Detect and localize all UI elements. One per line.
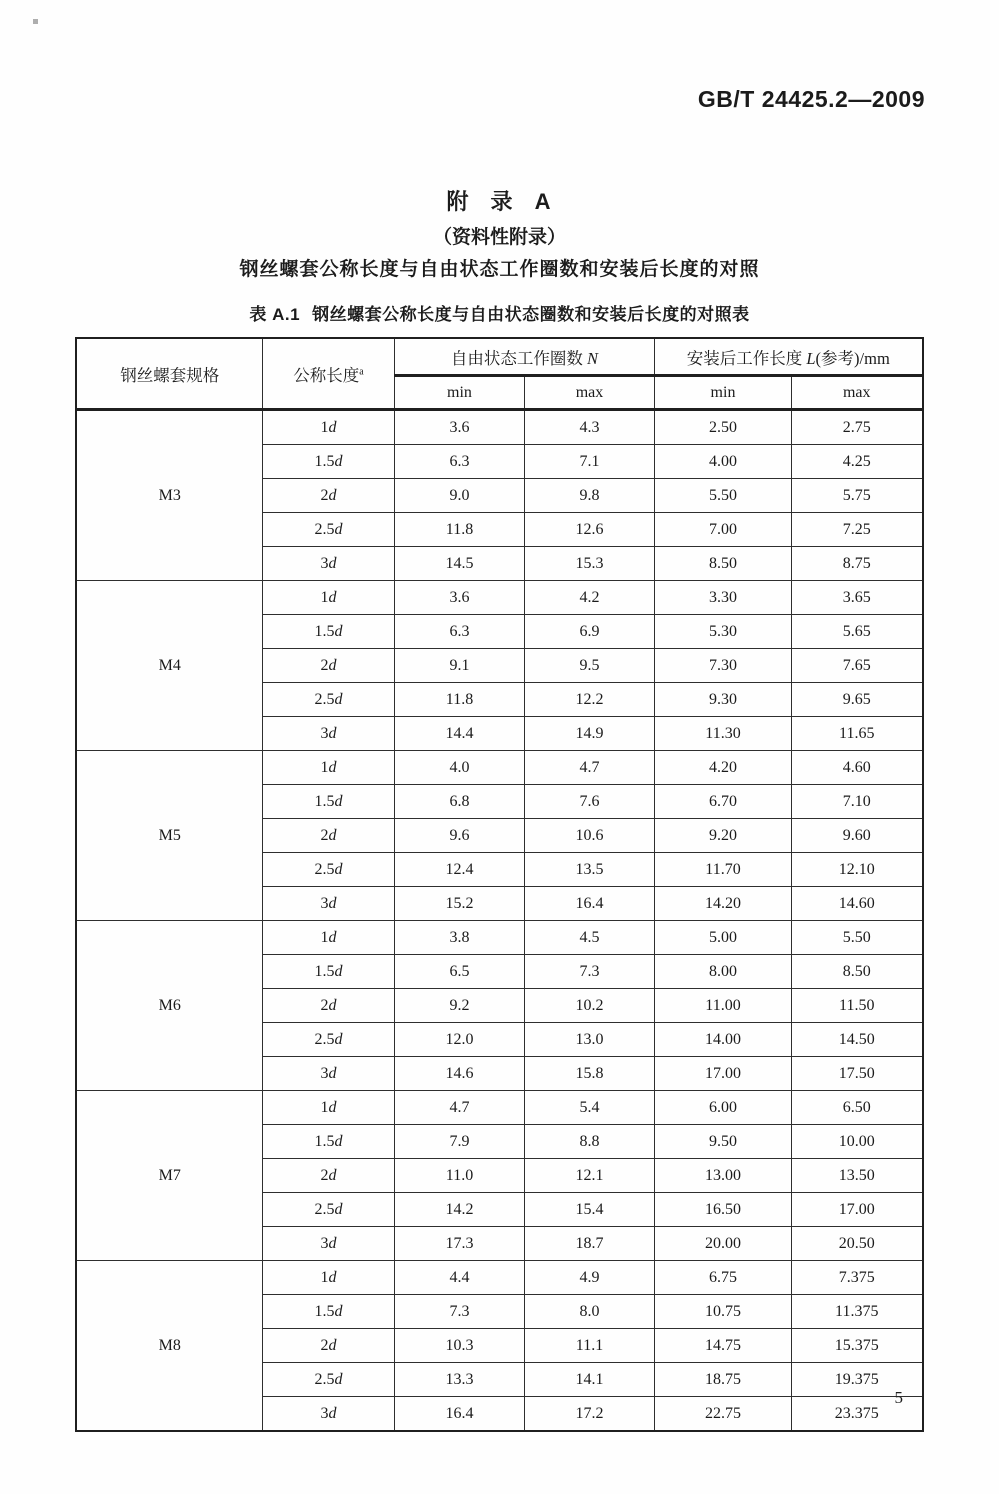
value-cell-l-min: 9.20 [655,819,792,853]
footnote-marker: a [359,366,364,377]
length-symbol: d [328,1268,337,1286]
nominal-length-cell: 2d [262,819,394,853]
length-symbol: d [334,520,343,538]
nominal-length-cell: 3d [262,717,394,751]
value-cell-n-max: 13.5 [524,853,654,887]
value-cell-l-max: 12.10 [792,853,923,887]
value-cell-l-min: 16.50 [655,1193,792,1227]
value-cell-n-max: 11.1 [524,1329,654,1363]
value-cell-l-max: 5.65 [792,615,923,649]
table-header-row-1 [76,338,922,376]
table-caption [0,300,999,325]
length-symbol: d [328,554,337,572]
value-cell-l-max: 14.50 [792,1023,923,1057]
value-cell-l-max: 8.50 [792,955,923,989]
value-cell-l-min: 11.00 [655,989,792,1023]
value-cell-n-max: 4.5 [524,921,654,955]
table-row [76,921,922,955]
spec-cell: M8 [76,1261,262,1432]
length-symbol: d [328,1336,337,1354]
value-cell-l-min: 5.30 [655,615,792,649]
spec-cell: M4 [76,581,262,751]
nominal-length-cell: 1d [262,1261,394,1295]
length-symbol: d [328,894,337,912]
column-header-nominal-length [262,338,394,410]
value-cell-n-max: 5.4 [524,1091,654,1125]
value-cell-n-max: 12.2 [524,683,654,717]
length-symbol: d [334,1200,343,1218]
nominal-length-cell: 2.5d [262,1193,394,1227]
document-number-text: GB/T 24425.2—2009 [697,86,925,112]
value-cell-l-min: 11.30 [655,717,792,751]
value-cell-l-max: 5.50 [792,921,923,955]
nominal-length-cell: 3d [262,547,394,581]
value-cell-n-min: 10.3 [394,1329,524,1363]
value-cell-n-min: 9.6 [394,819,524,853]
value-cell-n-min: 11.8 [394,683,524,717]
value-cell-n-min: 7.3 [394,1295,524,1329]
value-cell-l-min: 11.70 [655,853,792,887]
value-cell-n-min: 4.0 [394,751,524,785]
value-cell-l-max: 7.65 [792,649,923,683]
value-cell-n-max: 7.3 [524,955,654,989]
value-cell-n-max: 9.8 [524,479,654,513]
value-cell-l-max: 2.75 [792,410,923,445]
installed-length-label: 安装后工作长度 [686,348,803,368]
value-cell-l-min: 14.75 [655,1329,792,1363]
length-symbol: d [334,1302,343,1320]
nominal-length-cell: 2d [262,989,394,1023]
length-symbol: d [328,724,337,742]
length-symbol: d [328,1234,337,1252]
value-cell-n-min: 14.5 [394,547,524,581]
column-header-l-min: min [655,376,792,410]
length-symbol: d [328,486,337,504]
value-cell-l-max: 4.25 [792,445,923,479]
value-cell-l-min: 13.00 [655,1159,792,1193]
column-header-spec: 钢丝螺套规格 [76,338,262,410]
length-symbol: d [334,1370,343,1388]
value-cell-l-min: 4.00 [655,445,792,479]
value-cell-l-max: 8.75 [792,547,923,581]
nominal-length-cell: 1d [262,410,394,445]
nominal-length-cell: 2d [262,649,394,683]
value-cell-l-max: 9.60 [792,819,923,853]
value-cell-l-min: 17.00 [655,1057,792,1091]
length-symbol: d [334,1030,343,1048]
value-cell-n-min: 7.9 [394,1125,524,1159]
value-cell-n-min: 12.0 [394,1023,524,1057]
length-symbol: d [328,418,337,436]
value-cell-l-min: 2.50 [655,410,792,445]
installed-length-symbol: L [806,348,816,368]
nominal-length-cell: 3d [262,1397,394,1432]
nominal-length-cell: 1.5d [262,615,394,649]
value-cell-l-max: 3.65 [792,581,923,615]
spec-cell: M3 [76,410,262,581]
length-symbol: d [328,588,337,606]
value-cell-l-max: 23.375 [792,1397,923,1432]
value-cell-n-max: 15.3 [524,547,654,581]
value-cell-l-max: 11.375 [792,1295,923,1329]
value-cell-n-min: 15.2 [394,887,524,921]
length-symbol: d [334,1132,343,1150]
table-caption-label: 表 A.1 [249,305,301,324]
value-cell-n-max: 8.0 [524,1295,654,1329]
value-cell-n-min: 11.0 [394,1159,524,1193]
nominal-length-cell: 1d [262,921,394,955]
value-cell-n-max: 9.5 [524,649,654,683]
value-cell-l-max: 7.10 [792,785,923,819]
value-cell-l-min: 7.30 [655,649,792,683]
value-cell-l-max: 19.375 [792,1363,923,1397]
value-cell-n-max: 13.0 [524,1023,654,1057]
free-state-label: 自由状态工作圈数 [450,348,583,368]
value-cell-n-max: 18.7 [524,1227,654,1261]
table-row [76,1261,922,1295]
value-cell-n-max: 15.8 [524,1057,654,1091]
value-cell-n-min: 17.3 [394,1227,524,1261]
value-cell-l-min: 9.50 [655,1125,792,1159]
value-cell-l-max: 15.375 [792,1329,923,1363]
value-cell-l-max: 20.50 [792,1227,923,1261]
value-cell-n-max: 16.4 [524,887,654,921]
nominal-length-cell: 1.5d [262,445,394,479]
table-row [76,751,922,785]
length-symbol: d [334,690,343,708]
value-cell-n-min: 14.4 [394,717,524,751]
value-cell-n-min: 16.4 [394,1397,524,1432]
value-cell-l-min: 8.00 [655,955,792,989]
value-cell-l-min: 14.00 [655,1023,792,1057]
value-cell-n-min: 3.6 [394,581,524,615]
table-row [76,581,922,615]
value-cell-n-min: 4.4 [394,1261,524,1295]
value-cell-l-max: 7.25 [792,513,923,547]
length-symbol: d [328,928,337,946]
value-cell-n-max: 7.6 [524,785,654,819]
value-cell-l-max: 11.65 [792,717,923,751]
value-cell-l-min: 6.70 [655,785,792,819]
length-symbol: d [334,792,343,810]
appendix-note: （资料性附录） [432,227,566,248]
nominal-length-label: 公称长度 [293,365,360,385]
nominal-length-cell: 1.5d [262,1125,394,1159]
value-cell-n-min: 13.3 [394,1363,524,1397]
value-cell-l-min: 18.75 [655,1363,792,1397]
value-cell-l-min: 5.00 [655,921,792,955]
value-cell-n-min: 14.2 [394,1193,524,1227]
table-header [76,338,922,410]
value-cell-n-max: 4.7 [524,751,654,785]
appendix-description: 钢丝螺套公称长度与自由状态工作圈数和安装后长度的对照 [239,259,760,280]
value-cell-l-min: 14.20 [655,887,792,921]
value-cell-n-max: 12.6 [524,513,654,547]
nominal-length-cell: 3d [262,1057,394,1091]
value-cell-n-min: 11.8 [394,513,524,547]
value-cell-n-min: 6.3 [394,615,524,649]
value-cell-l-max: 10.00 [792,1125,923,1159]
nominal-length-cell: 1d [262,581,394,615]
value-cell-n-max: 14.1 [524,1363,654,1397]
nominal-length-cell: 2.5d [262,513,394,547]
table-row [76,410,922,445]
column-header-l-max: max [792,376,923,410]
value-cell-l-max: 6.50 [792,1091,923,1125]
nominal-length-cell: 2d [262,479,394,513]
nominal-length-cell: 1d [262,751,394,785]
nominal-length-cell: 1.5d [262,1295,394,1329]
value-cell-n-min: 6.5 [394,955,524,989]
nominal-length-cell: 1d [262,1091,394,1125]
nominal-length-cell: 2.5d [262,853,394,887]
nominal-length-cell: 3d [262,1227,394,1261]
value-cell-n-max: 6.9 [524,615,654,649]
value-cell-l-max: 5.75 [792,479,923,513]
nominal-length-cell: 2.5d [262,683,394,717]
value-cell-n-min: 4.7 [394,1091,524,1125]
value-cell-l-min: 3.30 [655,581,792,615]
column-header-n-min: min [394,376,524,410]
value-cell-l-max: 13.50 [792,1159,923,1193]
value-cell-l-min: 6.00 [655,1091,792,1125]
column-group-installed-length [655,338,923,376]
value-cell-n-max: 15.4 [524,1193,654,1227]
free-state-symbol: N [587,348,599,368]
length-symbol: d [328,996,337,1014]
value-cell-l-max: 17.00 [792,1193,923,1227]
value-cell-n-max: 4.2 [524,581,654,615]
length-symbol: d [328,1098,337,1116]
value-cell-l-max: 4.60 [792,751,923,785]
value-cell-l-min: 7.00 [655,513,792,547]
nominal-length-cell: 1.5d [262,955,394,989]
length-symbol: d [334,860,343,878]
value-cell-n-max: 4.9 [524,1261,654,1295]
value-cell-l-max: 7.375 [792,1261,923,1295]
value-cell-n-max: 12.1 [524,1159,654,1193]
value-cell-l-max: 17.50 [792,1057,923,1091]
spec-cell: M5 [76,751,262,921]
table-row [76,1091,922,1125]
nominal-length-cell: 3d [262,887,394,921]
spec-cell: M6 [76,921,262,1091]
nominal-length-cell: 2.5d [262,1363,394,1397]
length-symbol: d [328,1404,337,1422]
installed-length-unit: (参考)/mm [815,348,890,368]
length-symbol: d [334,962,343,980]
value-cell-l-min: 9.30 [655,683,792,717]
value-cell-n-min: 9.2 [394,989,524,1023]
value-cell-n-min: 14.6 [394,1057,524,1091]
value-cell-l-min: 10.75 [655,1295,792,1329]
nominal-length-cell: 2d [262,1329,394,1363]
value-cell-l-min: 4.20 [655,751,792,785]
value-cell-l-max: 11.50 [792,989,923,1023]
length-symbol: d [334,452,343,470]
value-cell-n-max: 8.8 [524,1125,654,1159]
value-cell-l-min: 20.00 [655,1227,792,1261]
length-symbol: d [328,826,337,844]
value-cell-l-min: 8.50 [655,547,792,581]
table-body [76,410,922,1432]
nominal-length-cell: 2.5d [262,1023,394,1057]
length-symbol: d [328,656,337,674]
column-group-free-state [394,338,654,376]
page-number: 5 [894,1388,903,1407]
value-cell-n-min: 3.6 [394,410,524,445]
scan-artifact-dot [33,19,38,24]
spec-cell: M7 [76,1091,262,1261]
length-symbol: d [328,758,337,776]
length-symbol: d [328,1064,337,1082]
value-cell-n-max: 17.2 [524,1397,654,1432]
value-cell-n-max: 14.9 [524,717,654,751]
value-cell-n-max: 10.6 [524,819,654,853]
value-cell-n-max: 10.2 [524,989,654,1023]
appendix-title: 附 录 A [446,189,553,214]
value-cell-n-min: 3.8 [394,921,524,955]
value-cell-n-max: 4.3 [524,410,654,445]
value-cell-n-min: 9.1 [394,649,524,683]
column-header-n-max: max [524,376,654,410]
value-cell-n-max: 7.1 [524,445,654,479]
nominal-length-cell: 2d [262,1159,394,1193]
nominal-length-cell: 1.5d [262,785,394,819]
value-cell-l-min: 5.50 [655,479,792,513]
value-cell-n-min: 6.3 [394,445,524,479]
length-symbol: d [328,1166,337,1184]
value-cell-n-min: 6.8 [394,785,524,819]
value-cell-n-min: 9.0 [394,479,524,513]
value-cell-l-max: 9.65 [792,683,923,717]
value-cell-n-min: 12.4 [394,853,524,887]
spec-table [75,337,923,1432]
value-cell-l-min: 6.75 [655,1261,792,1295]
table-caption-text: 钢丝螺套公称长度与自由状态圈数和安装后长度的对照表 [312,305,750,324]
value-cell-l-min: 22.75 [655,1397,792,1432]
document-number [0,0,999,113]
value-cell-l-max: 14.60 [792,887,923,921]
length-symbol: d [334,622,343,640]
